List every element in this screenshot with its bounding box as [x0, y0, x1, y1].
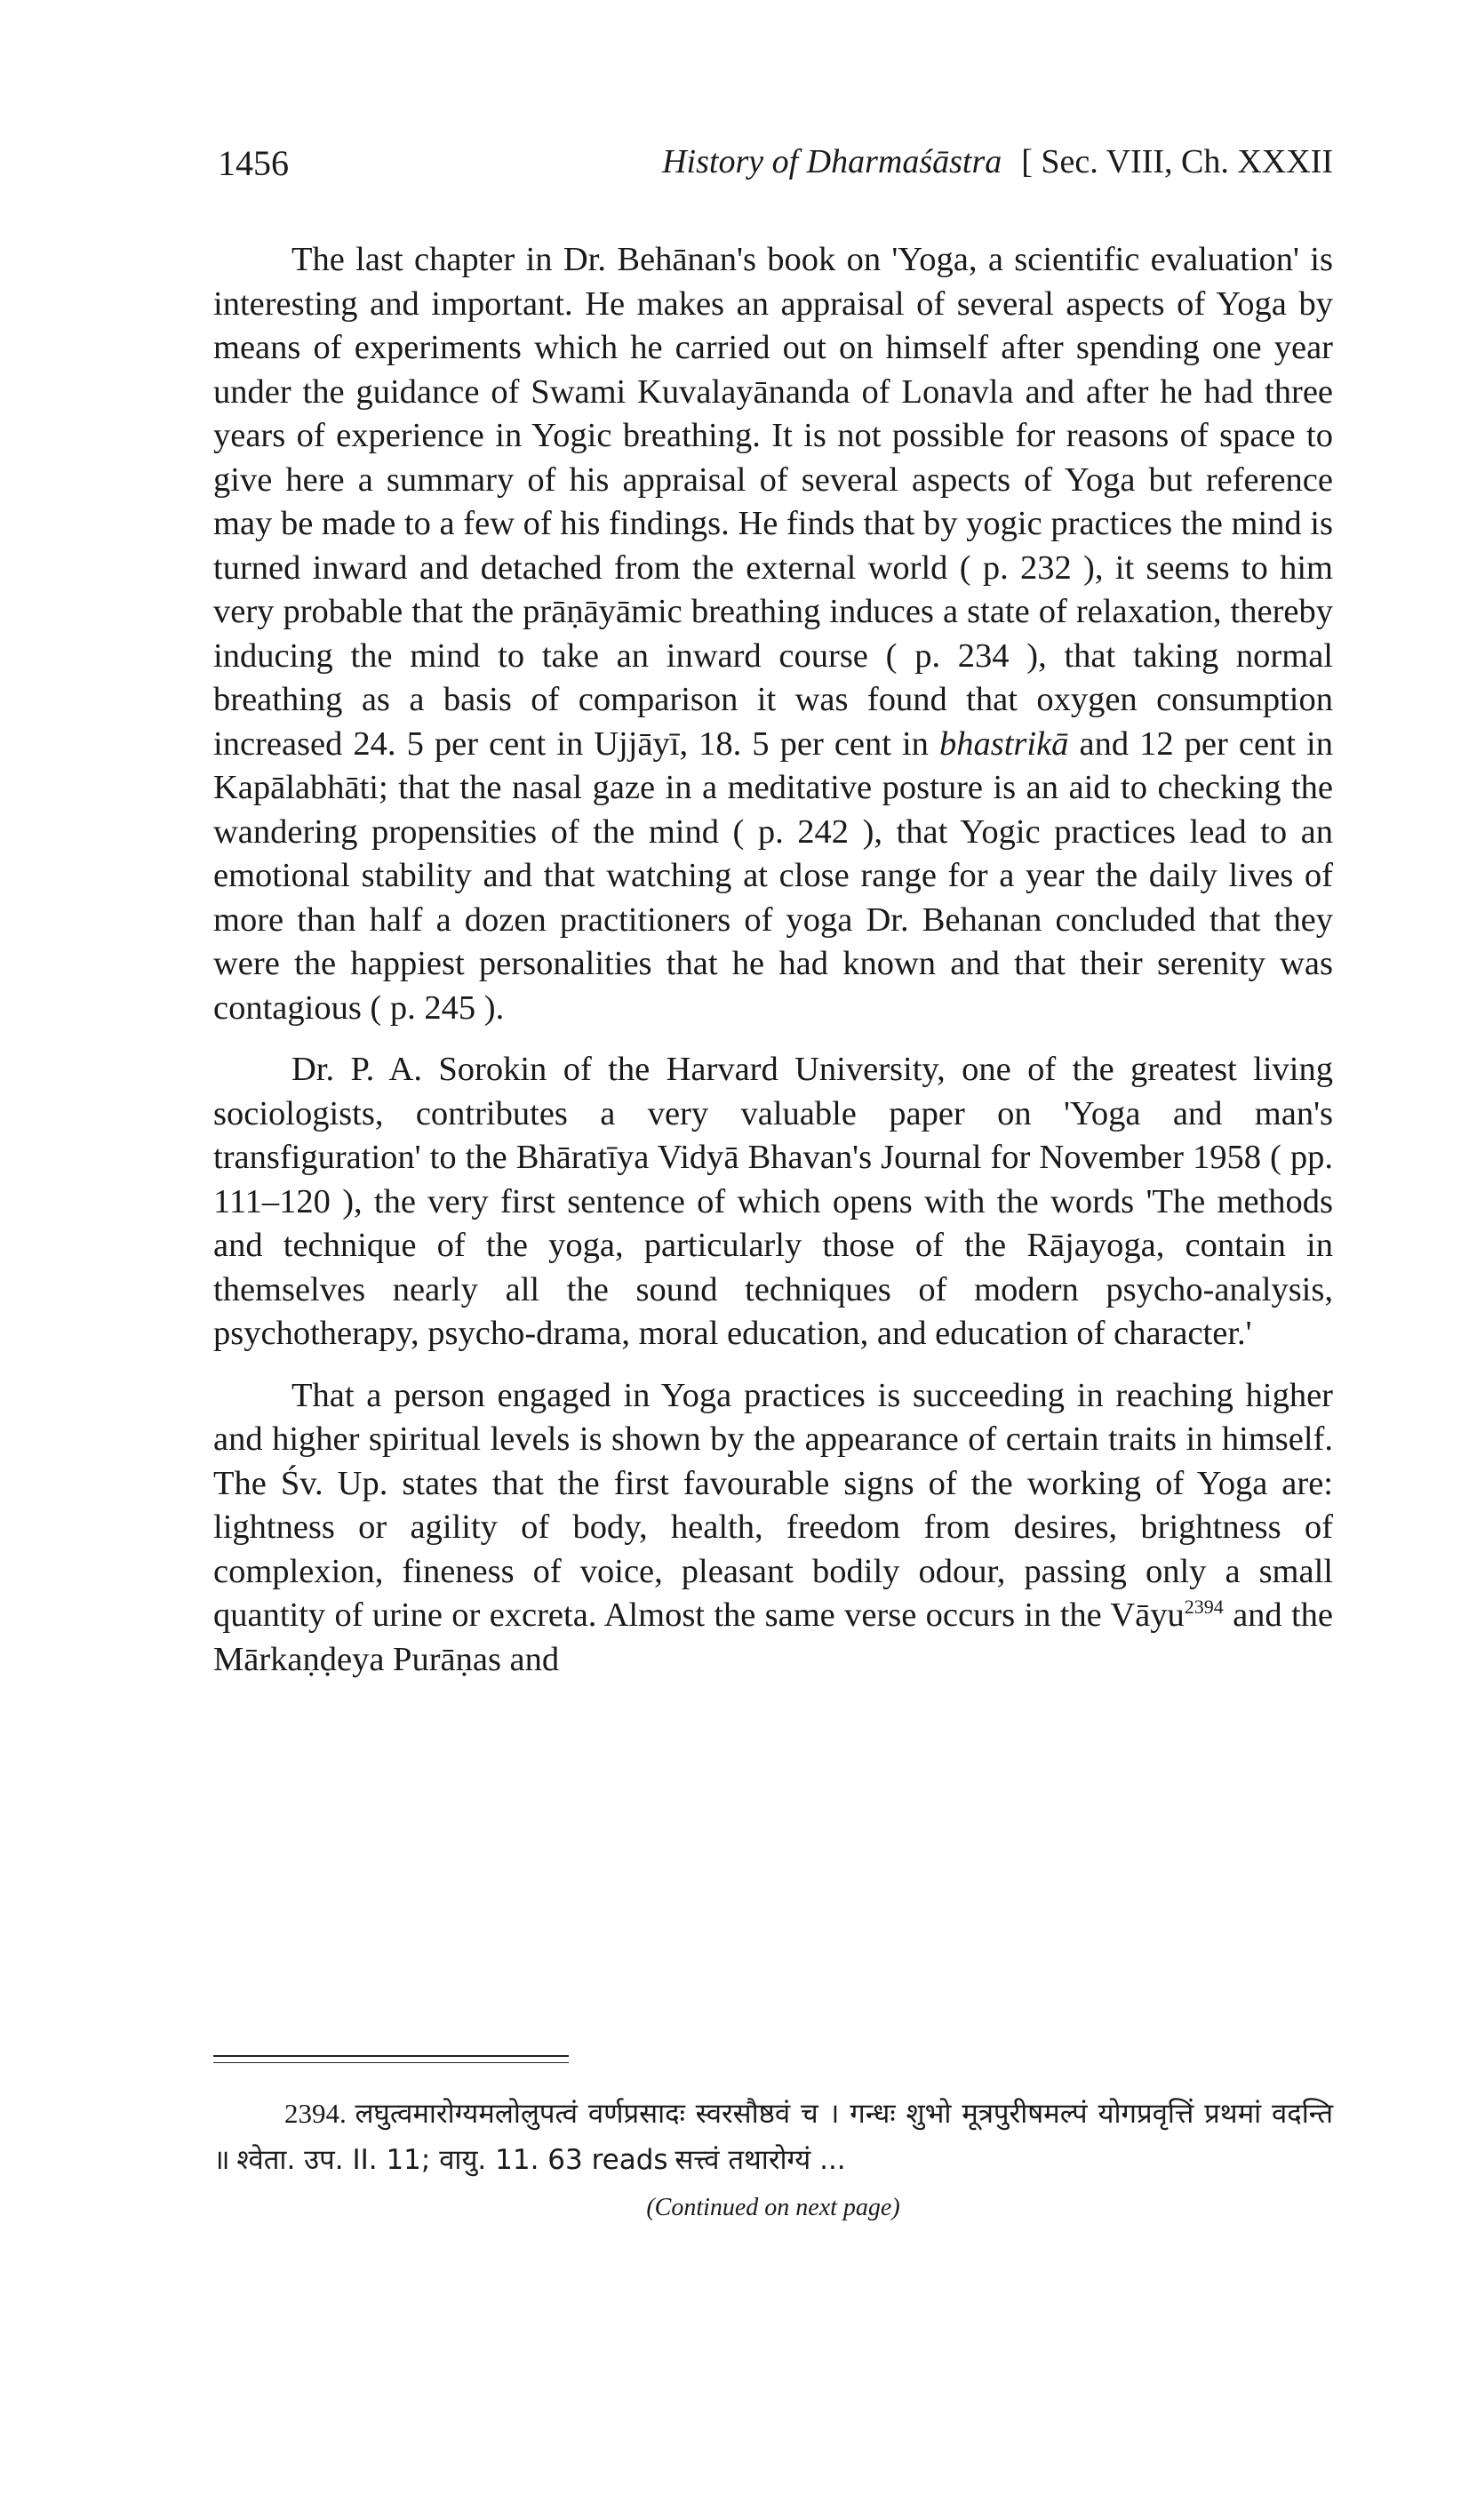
paragraph-behanan	[213, 238, 1333, 1030]
footnote-marker[interactable]: 2394	[1184, 1596, 1224, 1619]
footnote-divider	[213, 2055, 569, 2057]
footnote-divider-thin	[213, 2062, 569, 2063]
paragraph-3-text: That a person engaged in Yoga practices is succeeding in reaching higher and higher spiritual levels is shown by the appearance of certain traits in himself. The Śv. Up. states that the first favourable signs of the working of Yoga are: lightness or agility of body, health, freedom from desires, brightness of complexion, fineness of voice, pleasant bodily odour, passing only a small quantity of urine or excreta. Almost the same verse occurs in the Vāyu	[213, 1376, 1333, 1634]
section-label: [ Sec. VIII, Ch. XXXII	[1021, 143, 1333, 180]
term-bhastrika: bhastrikā	[938, 724, 1069, 763]
book-title: History of Dharmaśāstra	[662, 143, 1002, 180]
footnote-text	[213, 2091, 1333, 2183]
paragraph-sorokin: Dr. P. A. Sorokin of the Harvard University, one of the greatest living sociologists, contributes a very valuable paper on 'Yoga and man's transfiguration' to the Bhāratīya Vidyā Bhavan's Journal for November 1958 ( pp. 111–120 ), the very first sentence of which opens with the words 'The methods and technique of the yoga, particularly those of the Rājayoga, contain in themselves nearly all the sound techniques of modern psycho-analysis, psychotherapy, psycho-drama, moral education, and education of character.'	[213, 1051, 1333, 1352]
footnote-sanskrit-verse: लघुत्वमारोग्यमलोलुपत्वं वर्णप्रसादः स्वरसौष्ठवं च । गन्धः शुभो मूत्रपुरीषमल्पं योगप्रवृत्तिं प्रथमां वदन्ति ॥	[213, 2098, 1333, 2176]
paragraph-3-tail: and the Mārkaṇḍeya Purāṇas and	[213, 1596, 1334, 1678]
footnote-number: 2394.	[284, 2098, 347, 2129]
main-text	[213, 238, 1333, 1700]
footnote-sanskrit-variant: सत्त्वं तथारोग्यं ...	[675, 2144, 846, 2176]
footnote-2394	[213, 2091, 1333, 2231]
paragraph-1-tail: and 12 per cent in Kapālabhāti; that the nasal gaze in a meditative posture is an aid to checking the wandering propensities of the mind ( p. 242 ), that Yogic practices lead to an emotional stability and that watching at close range for a year the daily lives of more than half a dozen practitioners of yoga Dr. Behanan concluded that they were the happiest personalities that he had known and that their serenity was contagious ( p. 245 ).	[213, 724, 1333, 1027]
continued-note: (Continued on next page)	[646, 2194, 900, 2221]
running-header	[218, 142, 1333, 204]
running-title	[662, 142, 1333, 181]
footnote-reference: श्वेता. उप. II. 11; वायु. 11. 63 reads	[236, 2144, 668, 2176]
page-number: 1456	[218, 143, 289, 183]
paragraph-1-text: The last chapter in Dr. Behānan's book on 'Yoga, a scientific evaluation' is interesting and important. He makes an appraisal of several aspects of Yoga by means of experiments which he carried out on himself after spending one year under the guidance of Swami Kuvalayānanda of Lonavla and after he had three years of experience in Yogic breathing. It is not possible for reasons of space to give here a summary of his appraisal of several aspects of Yoga but reference may be made to a few of his findings. He finds that by yogic practices the mind is turned inward and detached from the external world ( p. 232 ), it seems to him very probable that the prāṇāyāmic breathing induces a state of relaxation, thereby inducing the mind to take an inward course ( p. 234 ), that taking normal breathing as a basis of comparison it was found that oxygen consumption increased 24. 5 per cent in Ujjāyī, 18. 5 per cent in	[213, 241, 1333, 763]
paragraph-yoga-signs	[213, 1374, 1333, 1683]
